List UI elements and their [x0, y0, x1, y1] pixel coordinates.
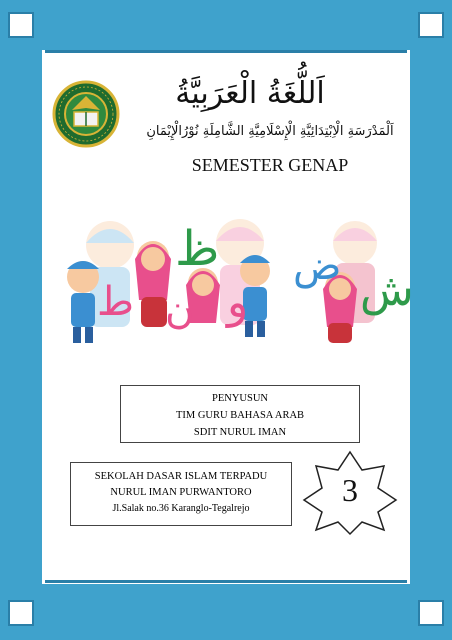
bottom-border-band [0, 584, 452, 640]
author-line: SDIT NURUL IMAN [193, 427, 287, 438]
arabic-title: اَللُّغَةُ الْعَرَبِيَّةُ [175, 76, 325, 111]
semester-label: SEMESTER GENAP [191, 155, 349, 175]
divider [45, 580, 407, 583]
corner-square [8, 600, 34, 626]
school-address: Jl.Salak no.36 Karanglo-Tegalrejo [112, 503, 250, 514]
arabic-school-name: اَلْمَدْرَسَةِ الْاِبْتِدَائِيَّةِ الْإِسْلَامِيَّةِ الشَّامِلَةِ نُوْرُالْإِيْمَانِ [146, 124, 394, 139]
letter: ن [165, 287, 195, 333]
top-border-band [0, 0, 452, 50]
school-logo-icon [52, 80, 120, 148]
divider [45, 50, 407, 53]
school-line: NURUL IMAN PURWANTORO [110, 487, 252, 498]
author-box [120, 385, 360, 443]
letter: ض [293, 243, 342, 289]
school-box [70, 462, 292, 526]
left-border-band [0, 0, 42, 640]
corner-square [418, 600, 444, 626]
letter: ط [97, 279, 134, 325]
grade-number: 3 [342, 472, 358, 508]
corner-square [418, 12, 444, 38]
children-letters-illustration [55, 205, 414, 355]
letter: و [227, 277, 249, 328]
school-line: SEKOLAH DASAR ISLAM TERPADU [94, 471, 268, 482]
author-line: TIM GURU BAHASA ARAB [175, 410, 305, 421]
author-line: PENYUSUN [211, 393, 268, 404]
corner-square [8, 12, 34, 38]
letter: ظ [175, 221, 220, 277]
letter: ش [360, 265, 414, 316]
right-border-band [410, 0, 452, 640]
